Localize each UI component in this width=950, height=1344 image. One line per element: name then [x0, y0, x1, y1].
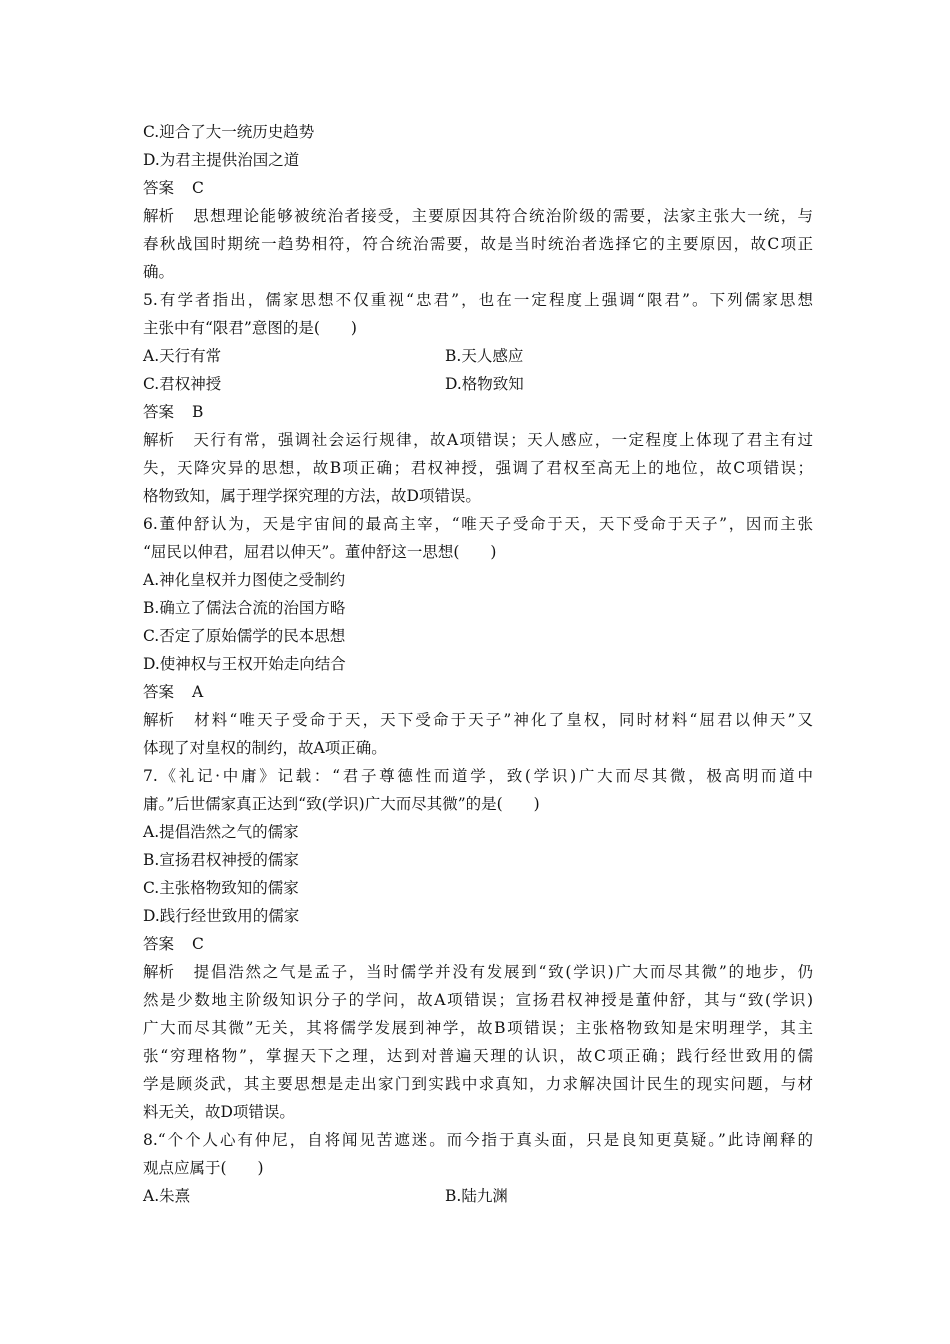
answer-value: A	[192, 683, 204, 701]
option-a: A.提倡浩然之气的儒家	[143, 823, 299, 841]
answer-line	[143, 174, 813, 202]
option-a: A.天行有常	[143, 347, 222, 365]
option-b: B.确立了儒法合流的治国方略	[143, 599, 346, 617]
options-row	[143, 370, 813, 398]
option-c: C.主张格物致知的儒家	[143, 879, 299, 897]
option-a: A.神化皇权并力图使之受制约	[143, 571, 346, 589]
document-page	[143, 118, 813, 1210]
analysis-line: 料无关，故D项错误。	[143, 1103, 295, 1121]
option-c: C.迎合了大一统历史趋势	[143, 123, 315, 141]
analysis-text: 天行有常，强调社会运行规律，故A项错误；天人感应，一定程度上体现了君主有过	[192, 431, 813, 449]
question-stem: 8.“个个人心有仲尼，自将闻见苦遮迷。而今指于真头面，只是良知更莫疑。”此诗阐释的	[143, 1131, 813, 1149]
option-d: D.格物致知	[445, 375, 524, 393]
answer-label: 答案	[143, 403, 175, 421]
option-d: D.践行经世致用的儒家	[143, 907, 300, 925]
analysis-line: 确。	[143, 263, 175, 281]
analysis-line: 春秋战国时期统一趋势相符，符合统治需要，故是当时统治者选择它的主要原因，故C项正	[143, 235, 813, 253]
question-stem: 7.《礼记·中庸》记载：“君子尊德性而道学，致(学识)广大而尽其微，极高明而道中	[143, 767, 813, 785]
analysis-label: 解析	[143, 963, 175, 981]
question-stem: 主张中有“限君”意图的是( )	[143, 319, 357, 337]
analysis-line	[143, 426, 813, 454]
analysis-line: 学是顾炎武，其主要思想是走出家门到实践中求真知，力求解决国计民生的现实问题，与材	[143, 1075, 813, 1093]
answer-line	[143, 398, 813, 426]
option-d: D.为君主提供治国之道	[143, 151, 300, 169]
answer-line	[143, 930, 813, 958]
analysis-text: 材料“唯天子受命于天，天下受命于天子”神化了皇权，同时材料“屈君以伸天”又	[192, 711, 813, 729]
analysis-label: 解析	[143, 431, 175, 449]
question-stem: “屈民以伸君，屈君以伸天”。董仲舒这一思想( )	[143, 543, 497, 561]
answer-label: 答案	[143, 683, 175, 701]
answer-label: 答案	[143, 935, 175, 953]
question-stem: 6.董仲舒认为，天是宇宙间的最高主宰，“唯天子受命于天，天下受命于天子”，因而主张	[143, 515, 813, 533]
analysis-text: 思想理论能够被统治者接受，主要原因其符合统治阶级的需要，法家主张大一统，与	[192, 207, 813, 225]
analysis-line: 失，天降灾异的思想，故B项正确；君权神授，强调了君权至高无上的地位，故C项错误；	[143, 459, 813, 477]
answer-line	[143, 678, 813, 706]
analysis-line: 广大而尽其微”无关，其将儒学发展到神学，故B项错误；主张格物致知是宋明理学，其主	[143, 1019, 813, 1037]
analysis-line	[143, 202, 813, 230]
question-stem: 庸。”后世儒家真正达到“致(学识)广大而尽其微”的是( )	[143, 795, 540, 813]
option-b: B.宣扬君权神授的儒家	[143, 851, 299, 869]
analysis-line: 然是少数地主阶级知识分子的学问，故A项错误；宣扬君权神授是董仲舒，其与“致(学识)	[143, 991, 813, 1009]
answer-label: 答案	[143, 179, 175, 197]
analysis-text: 提倡浩然之气是孟子，当时儒学并没有发展到“致(学识)广大而尽其微”的地步，仍	[192, 963, 813, 981]
option-c: C.君权神授	[143, 375, 222, 393]
analysis-line	[143, 958, 813, 986]
question-stem: 观点应属于( )	[143, 1159, 264, 1177]
analysis-line: 格物致知，属于理学探究理的方法，故D项错误。	[143, 487, 481, 505]
analysis-line	[143, 706, 813, 734]
analysis-label: 解析	[143, 711, 175, 729]
option-c: C.否定了原始儒学的民本思想	[143, 627, 346, 645]
option-b: B.天人感应	[445, 347, 524, 365]
answer-value: C	[192, 179, 204, 197]
options-row	[143, 1182, 813, 1210]
option-a: A.朱熹	[143, 1187, 191, 1205]
analysis-line: 体现了对皇权的制约，故A项正确。	[143, 739, 387, 757]
analysis-label: 解析	[143, 207, 175, 225]
answer-value: C	[192, 935, 204, 953]
option-d: D.使神权与王权开始走向结合	[143, 655, 346, 673]
question-stem: 5.有学者指出，儒家思想不仅重视“忠君”，也在一定程度上强调“限君”。下列儒家思想	[143, 291, 813, 309]
options-row	[143, 342, 813, 370]
option-b: B.陆九渊	[445, 1187, 508, 1205]
analysis-line: 张“穷理格物”，掌握天下之理，达到对普遍天理的认识，故C项正确；践行经世致用的儒	[143, 1047, 813, 1065]
answer-value: B	[192, 403, 204, 421]
